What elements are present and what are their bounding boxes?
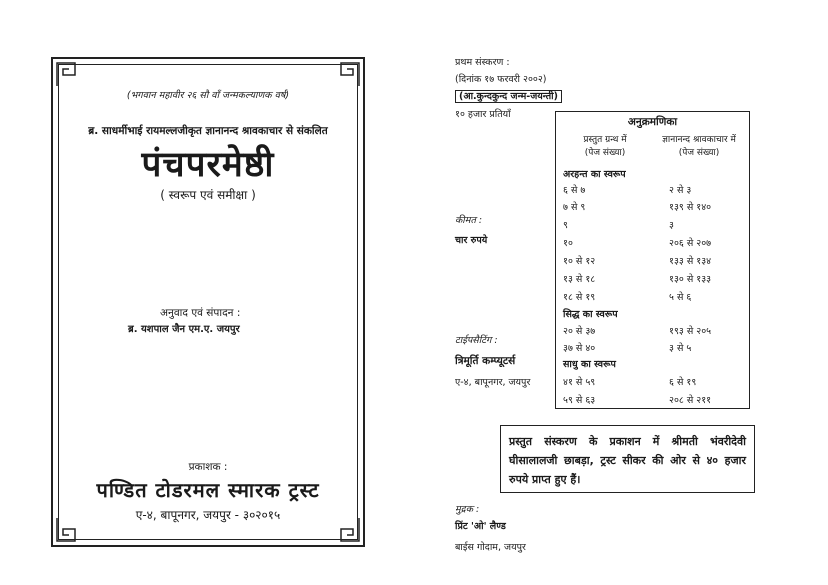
index-cell-page-source: १३० से १३३: [669, 274, 712, 285]
index-col2-sub: (पेज संख्या): [678, 148, 720, 158]
printer-label: मुद्रक :: [455, 504, 480, 515]
index-cell-page-current: ३७ से ४०: [563, 343, 596, 354]
typesetting-address: ए-४, बापूनगर, जयपुर: [455, 377, 531, 388]
corner-ornament-top-left: [51, 57, 81, 87]
index-cell-page-current: ५९ से ६३: [563, 395, 596, 406]
book-title: पंचपरमेष्ठी: [141, 144, 275, 185]
typesetting-label: टाईपसैटिंग :: [455, 335, 498, 346]
festival-line: (भगवान महावीर २६ सौ वाँ जन्मकल्याणक वर्ष): [126, 90, 290, 101]
index-cell-page-source: १३३ से १३४: [669, 256, 712, 267]
price-value: चार रुपये: [455, 235, 488, 246]
index-col2-heading: [649, 134, 749, 160]
index-cell-page-source: २०६ से २०७: [669, 238, 712, 249]
index-title: अनुक्रमणिका: [627, 116, 678, 128]
index-cell-page-source: १९३ से २०५: [669, 326, 712, 337]
editor-name: ब्र. यशपाल जैन एम.ए. जयपुर: [128, 324, 240, 335]
book-subtitle: ( स्वरूप एवं समीक्षा ): [160, 188, 256, 202]
publisher-name: पण्डित टोडरमल स्मारक ट्रस्ट: [96, 478, 320, 502]
edition-occasion: (आ.कुन्दकुन्द जन्म-जयन्ती): [455, 90, 562, 103]
publisher-address: ए-४, बापूनगर, जयपुर - ३०२०१५: [135, 508, 281, 522]
index-cell-page-source: ५ से ६: [669, 292, 692, 303]
typesetting-name: त्रिमूर्ति कम्प्यूटर्स: [455, 355, 516, 367]
index-cell-page-current: अरहन्त का स्वरूप: [563, 169, 626, 180]
corner-ornament-top-right: [335, 57, 365, 87]
index-cell-page-current: १३ से १८: [563, 274, 596, 285]
printer-name: प्रिंट 'ओ' लैण्ड: [455, 521, 506, 532]
index-cell-page-current: १०: [563, 238, 573, 249]
donation-notice: प्रस्तुत संस्करण के प्रकाशन में श्रीमती भंवरीदेवी घीसालालजी छाबड़ा, ट्रस्ट सीकर की ओर से ४० हजार रुपये प्राप्त हुए हैं।: [500, 425, 755, 493]
index-cell-page-source: २०८ से २११: [669, 395, 712, 406]
edition-label: प्रथम संस्करण :: [455, 57, 510, 68]
compiled-from-line: ब्र. साधर्मीभाई रायमल्लजीकृत ज्ञानानन्द श्रावकाचार से संकलित: [88, 125, 328, 137]
index-cell-page-current: ६ से ७: [563, 185, 586, 196]
index-col2-head: ज्ञानानन्द श्रावकाचार में: [662, 135, 736, 145]
index-cell-page-source: १३९ से १४०: [669, 202, 712, 213]
index-cell-page-current: सिद्ध का स्वरूप: [563, 309, 618, 320]
index-cell-page-source: ३ से ५: [669, 343, 692, 354]
index-col1-sub: (पेज संख्या): [584, 148, 626, 158]
index-col1-head: प्रस्तुत ग्रन्थ में: [583, 135, 627, 145]
index-cell-page-current: ४१ से ५९: [563, 377, 596, 388]
index-cell-page-current: साधु का स्वरूप: [563, 359, 616, 370]
index-cell-page-source: ३: [669, 220, 674, 231]
index-col1-heading: [559, 134, 651, 160]
price-label: कीमत :: [455, 215, 483, 226]
copies-count: १० हजार प्रतियाँ: [455, 109, 511, 120]
index-cell-page-current: १८ से १९: [563, 292, 596, 303]
index-cell-page-current: २० से ३७: [563, 326, 596, 337]
index-cell-page-current: ९: [563, 220, 568, 231]
index-cell-page-current: ७ से ९: [563, 202, 586, 213]
index-cell-page-source: २ से ३: [669, 185, 692, 196]
printer-address: बाईस गोदाम, जयपुर: [455, 542, 526, 553]
edition-date: (दिनांक १७ फरवरी २००२): [455, 74, 547, 85]
publisher-label: प्रकाशक :: [188, 461, 228, 473]
index-cell-page-source: ६ से १९: [669, 377, 697, 388]
index-cell-page-current: १० से १२: [563, 256, 596, 267]
editor-role: अनुवाद एवं संपादन :: [160, 307, 241, 319]
